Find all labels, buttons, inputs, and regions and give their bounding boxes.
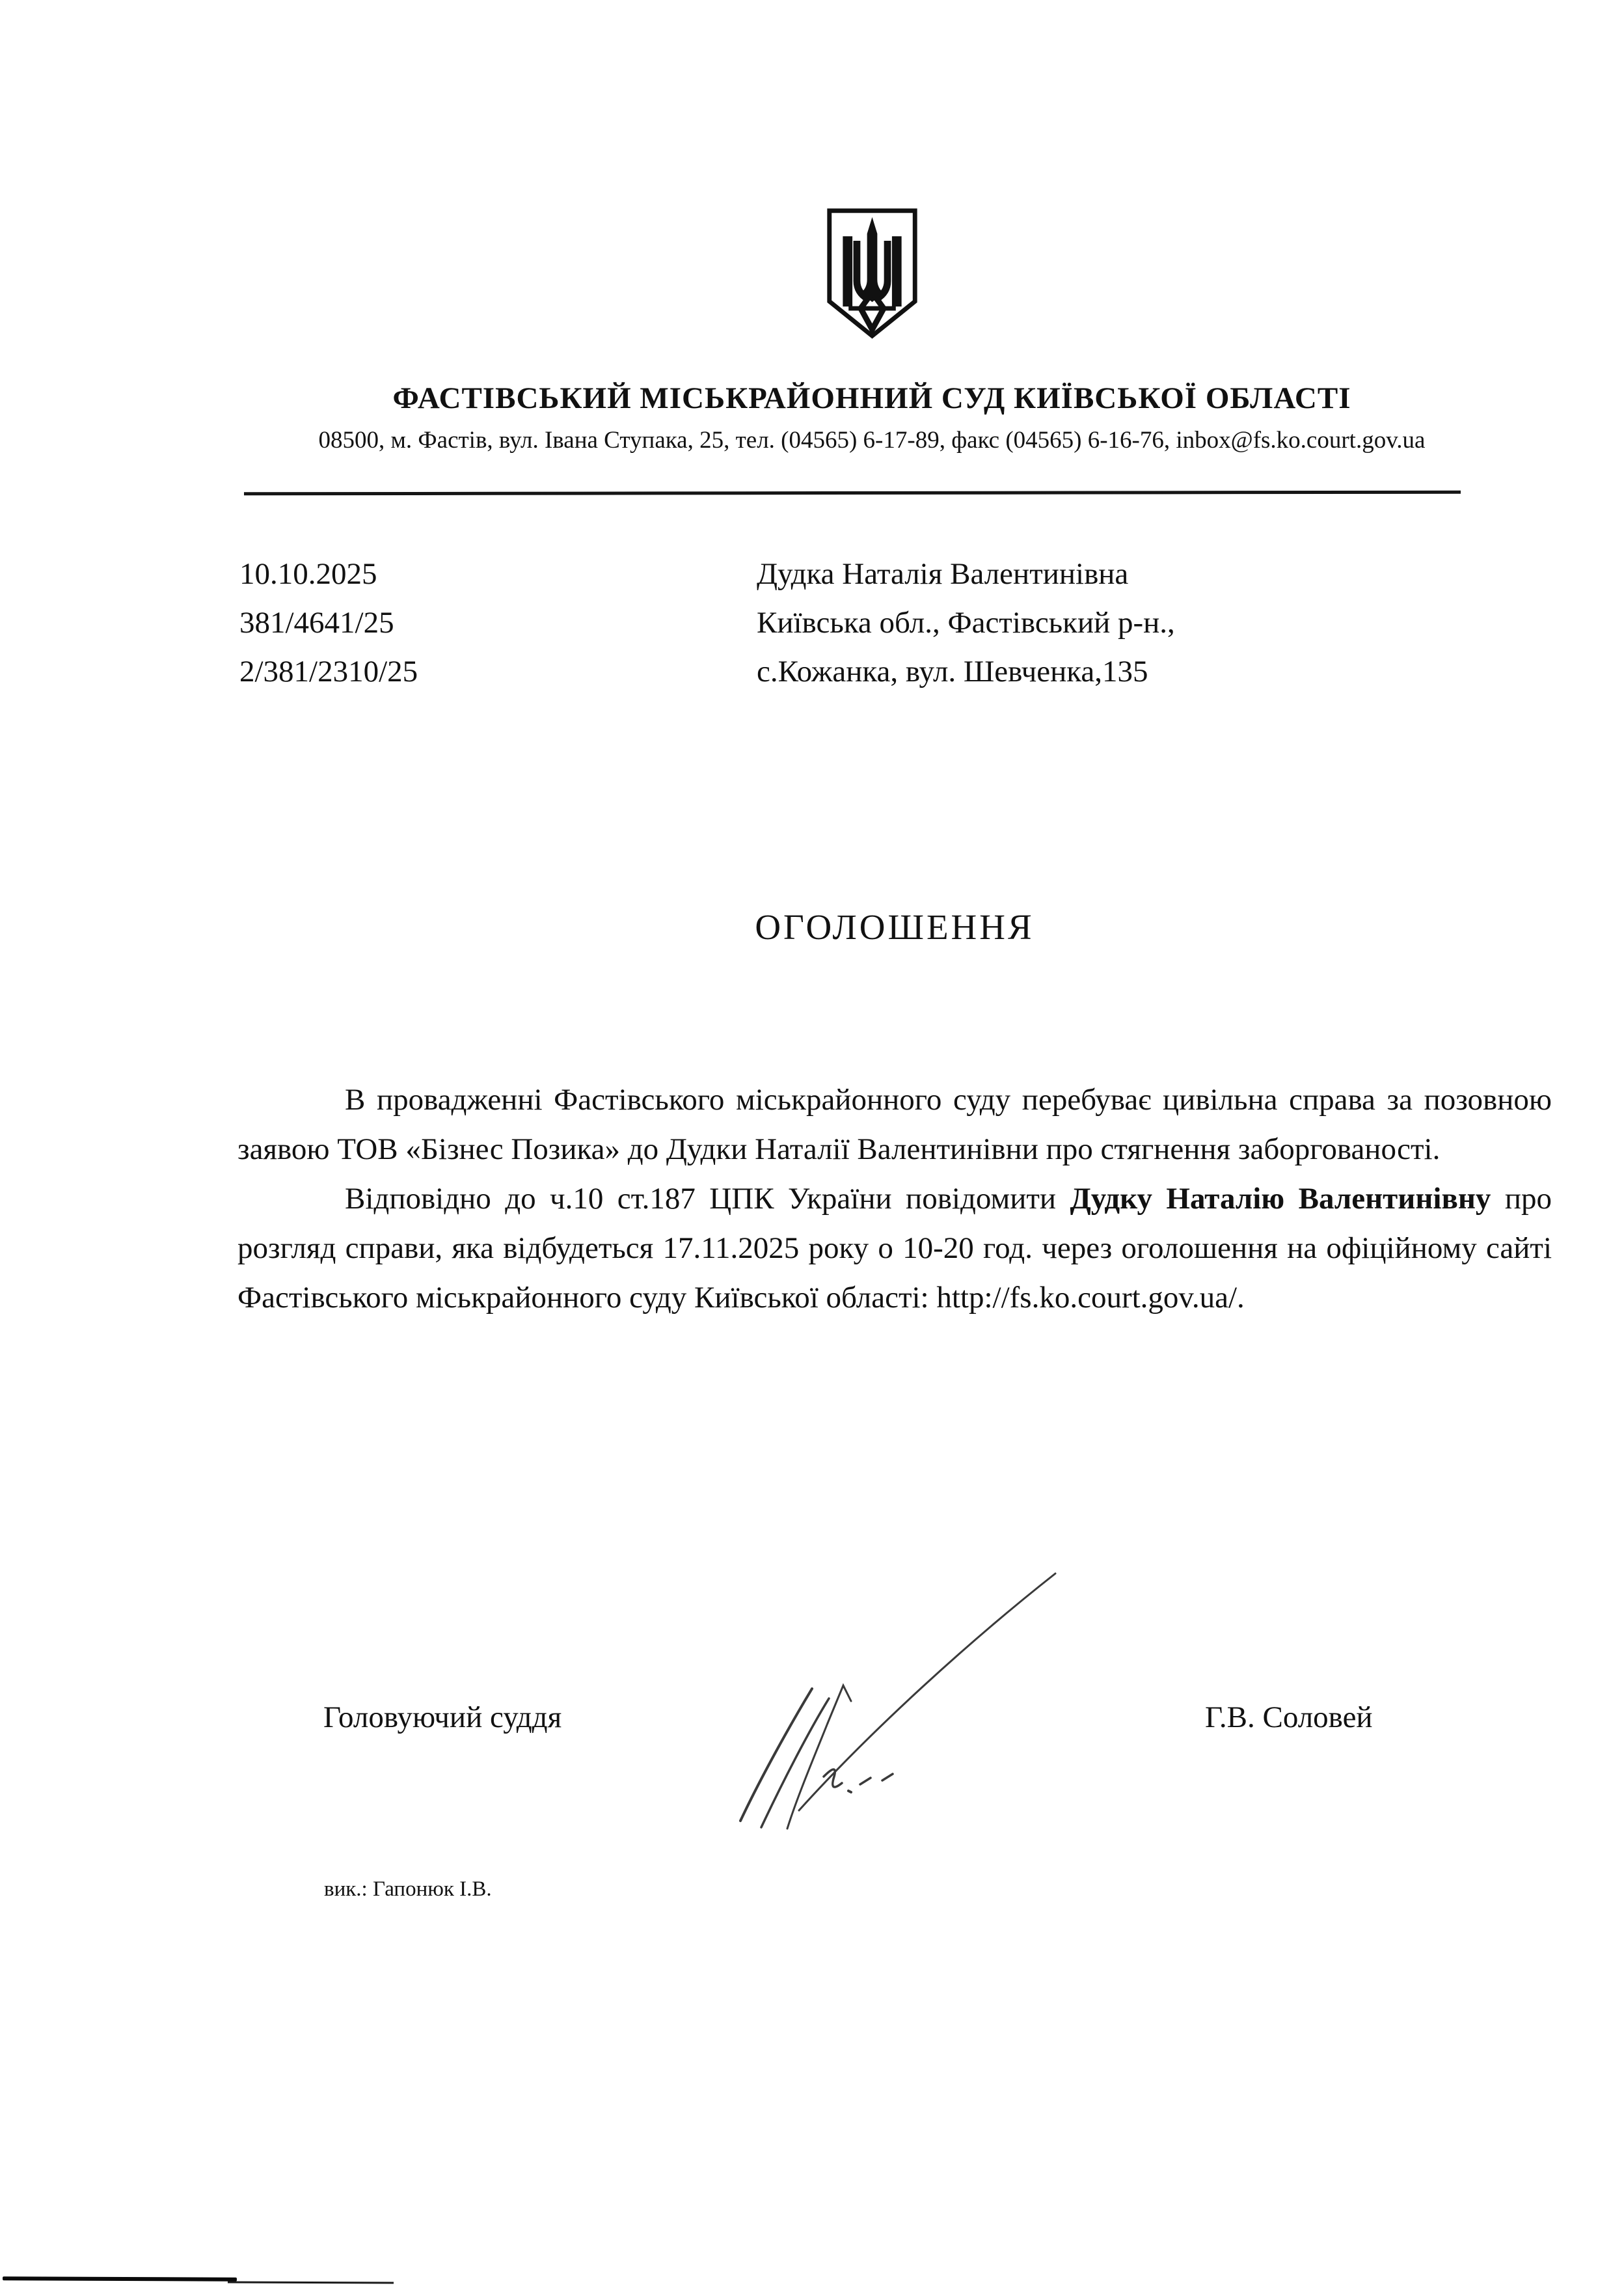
announcement-title: ОГОЛОШЕННЯ (755, 907, 1035, 947)
case-number: 381/4641/25 (239, 606, 394, 640)
scan-artifact-line-thin (228, 2282, 394, 2284)
recipient-address-line2: с.Кожанка, вул. Шевченка,135 (757, 655, 1148, 688)
header-divider (244, 491, 1461, 496)
scan-artifact-line (3, 2276, 237, 2282)
proceeding-number: 2/381/2310/25 (239, 655, 418, 688)
recipient-name: Дудка Наталія Валентинівна (757, 557, 1129, 591)
recipient-block (757, 550, 1175, 696)
court-address: 08500, м. Фастів, вул. Івана Ступака, 25, тел. (04565) 6-17-89, факс (04565) 6-16-76, inbox@fs.ko.court.gov.ua (318, 427, 1426, 454)
paragraph-2-lead: Відповідно до ч.10 ст.187 ЦПК України повідомити (345, 1182, 1070, 1216)
recipient-address-line1: Київська обл., Фастівський р-н., (757, 606, 1175, 640)
document-date: 10.10.2025 (239, 557, 377, 591)
executor-note: вик.: Гапонюк І.В. (324, 1877, 492, 1901)
announcement-body (237, 1075, 1552, 1322)
judge-name: Г.В. Соловей (1205, 1700, 1373, 1734)
paragraph-2 (237, 1174, 1552, 1322)
paragraph-2-recipient-name: Дудку Наталію Валентинівну (1070, 1182, 1491, 1216)
case-meta-block (239, 550, 418, 696)
coat-of-arms-trident-icon (822, 205, 923, 342)
paragraph-1: В провадженні Фастівського міськрайонного суду перебуває цивільна справа за позовною заявою ТОВ «Бізнес Позика» до Дудки Наталії Валентинівни про стягнення заборгованості. (237, 1083, 1552, 1166)
judge-role-label: Головуючий суддя (323, 1700, 562, 1734)
court-name: ФАСТІВСЬКИЙ МІСЬКРАЙОННИЙ СУД КИЇВСЬКОЇ ОБЛАСТІ (392, 381, 1351, 415)
paragraph-2-rest: про розгляд справи, яка відбудеться 17.11.2025 року о 10-20 год. через оголошення на офіційному сайті Фастівського міськрайонного суду Київської області: http://fs.ko.court.gov.ua/. (237, 1182, 1552, 1315)
judge-signature-image (664, 1555, 1087, 1835)
